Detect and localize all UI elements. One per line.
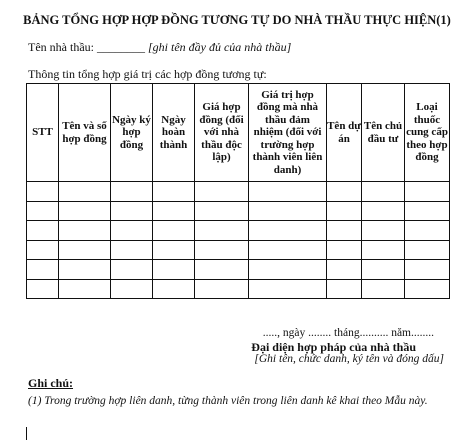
- table-cell: [405, 201, 450, 221]
- table-cell: [195, 240, 249, 260]
- table-cell: [362, 260, 405, 280]
- table-cell: [249, 240, 327, 260]
- contractor-hint: [ghi tên đầy đủ của nhà thầu]: [147, 40, 292, 54]
- table-cell: [195, 279, 249, 299]
- table-cell: [249, 260, 327, 280]
- contractor-name-line: [28, 40, 291, 55]
- table-row: [27, 221, 450, 241]
- table-cell: [59, 182, 111, 202]
- table-row: [27, 240, 450, 260]
- document-title: BẢNG TỔNG HỢP HỢP ĐỒNG TƯƠNG TỰ DO NHÀ THẦU THỰC HIỆN(1): [23, 13, 451, 27]
- table-cell: [362, 279, 405, 299]
- table-cell: [111, 240, 153, 260]
- table-cell: [27, 279, 59, 299]
- representative-title: Đại diện hợp pháp của nhà thầu: [251, 340, 416, 354]
- table-row: [27, 260, 450, 280]
- table-cell: [362, 221, 405, 241]
- contracts-table: [26, 83, 450, 299]
- table-cell: [59, 279, 111, 299]
- table-cell: [405, 260, 450, 280]
- table-cell: [59, 221, 111, 241]
- table-cell: [405, 182, 450, 202]
- table-cell: [153, 240, 195, 260]
- table-row: [27, 279, 450, 299]
- table-cell: [405, 279, 450, 299]
- table-row: [27, 182, 450, 202]
- date-line: ....., ngày ........ tháng.......... năm........: [262, 327, 434, 339]
- table-cell: [249, 201, 327, 221]
- table-cell: [362, 240, 405, 260]
- table-cell: [195, 201, 249, 221]
- text-cursor: [26, 427, 27, 440]
- table-cell: [195, 260, 249, 280]
- table-cell: [195, 182, 249, 202]
- table-header-row: [27, 84, 450, 182]
- table-cell: [111, 182, 153, 202]
- table-cell: [362, 201, 405, 221]
- table-cell: [111, 260, 153, 280]
- table-cell: [27, 182, 59, 202]
- header-completion-date: Ngày hoàn thành: [153, 84, 195, 182]
- table-cell: [153, 279, 195, 299]
- contractor-label: Tên nhà thầu: ________: [28, 40, 145, 54]
- table-cell: [153, 201, 195, 221]
- table-cell: [27, 201, 59, 221]
- table-cell: [327, 279, 362, 299]
- header-drug-type: Loại thuốc cung cấp theo hợp đồng: [405, 84, 450, 182]
- table-cell: [153, 221, 195, 241]
- table-cell: [153, 260, 195, 280]
- table-body: [27, 182, 450, 299]
- table-row: [27, 201, 450, 221]
- table-cell: [249, 221, 327, 241]
- header-sign-date: Ngày ký hợp đồng: [111, 84, 153, 182]
- table-cell: [327, 182, 362, 202]
- table-cell: [249, 279, 327, 299]
- header-joint-venture-value: Giá trị hợp đồng mà nhà thầu đảm nhiệm (đối với trường hợp thành viên liên danh): [249, 84, 327, 182]
- table-cell: [405, 240, 450, 260]
- header-investor: Tên chủ đầu tư: [362, 84, 405, 182]
- notes-text: (1) Trong trường hợp liên danh, từng thành viên trong liên danh kê khai theo Mẫu này.: [28, 395, 428, 407]
- table-cell: [362, 182, 405, 202]
- table-cell: [153, 182, 195, 202]
- table-cell: [195, 221, 249, 241]
- table-cell: [59, 201, 111, 221]
- table-cell: [327, 221, 362, 241]
- table-cell: [327, 260, 362, 280]
- header-contract-price: Giá hợp đồng (đối với nhà thầu độc lập): [195, 84, 249, 182]
- notes-title: Ghi chú:: [28, 376, 74, 390]
- table-cell: [27, 221, 59, 241]
- table-cell: [111, 279, 153, 299]
- header-project-name: Tên dự án: [327, 84, 362, 182]
- table-cell: [111, 221, 153, 241]
- header-contract-name: Tên và số hợp đồng: [59, 84, 111, 182]
- table-cell: [405, 221, 450, 241]
- sign-instruction: [Ghi tên, chức danh, ký tên và đóng dấu]: [254, 353, 444, 365]
- table-cell: [327, 201, 362, 221]
- table-cell: [249, 182, 327, 202]
- table-cell: [27, 240, 59, 260]
- table-cell: [327, 240, 362, 260]
- table-cell: [59, 240, 111, 260]
- table-cell: [27, 260, 59, 280]
- info-line: Thông tin tổng hợp giá trị các hợp đồng tương tự:: [28, 67, 267, 81]
- table-cell: [111, 201, 153, 221]
- header-stt: STT: [27, 84, 59, 182]
- table-cell: [59, 260, 111, 280]
